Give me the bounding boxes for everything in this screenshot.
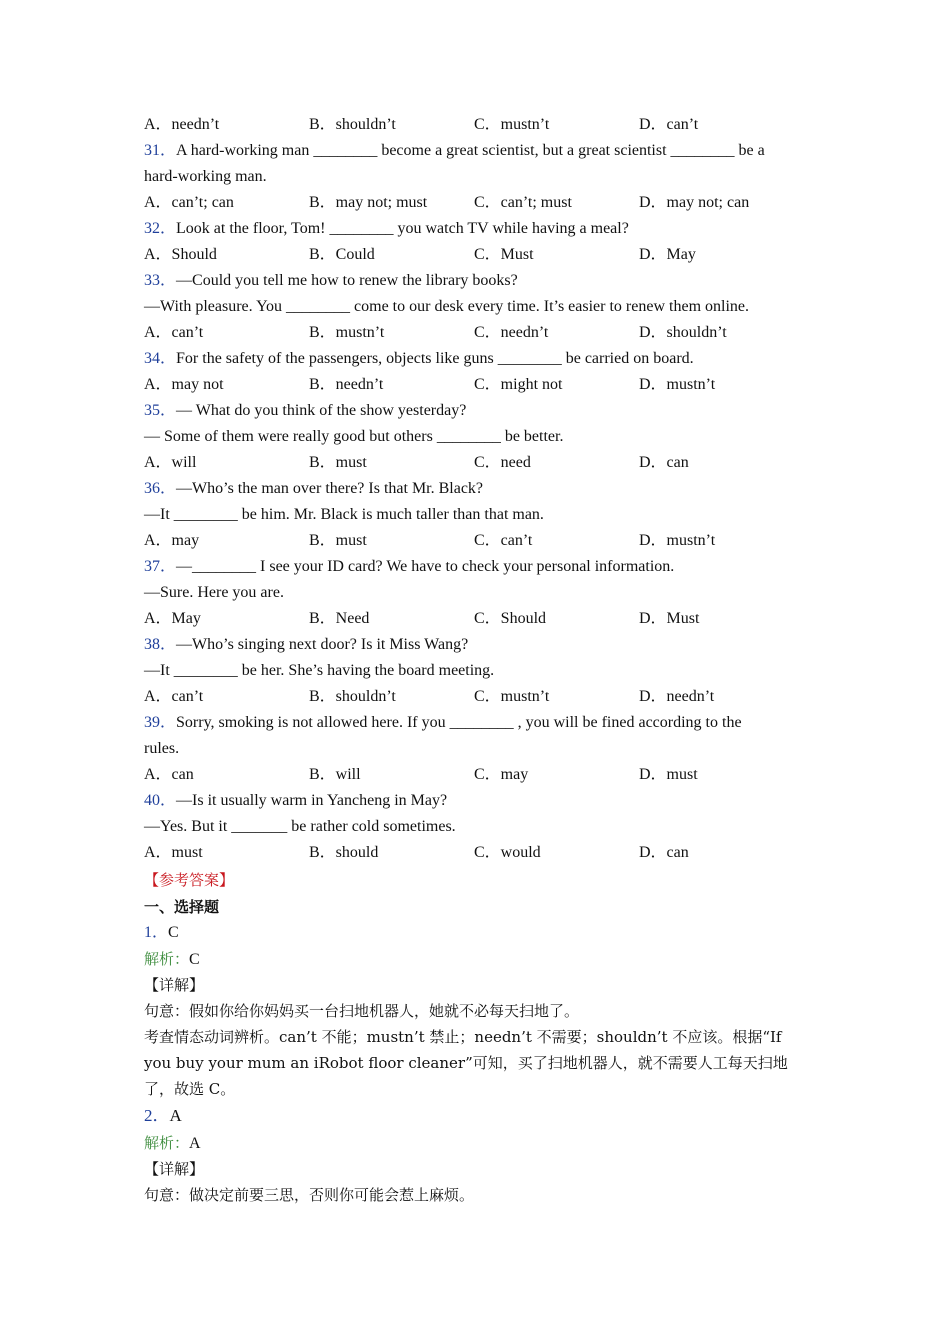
question-text: —Who’s singing next door? Is it Miss Wang? xyxy=(176,636,469,653)
option-c: C．Must xyxy=(474,246,534,263)
question-30-options xyxy=(144,112,804,138)
question-number: 33． xyxy=(144,272,177,289)
options xyxy=(144,762,804,788)
option-a: A．will xyxy=(144,454,197,471)
question-text: —________ I see your ID card? We have to check your personal information. xyxy=(176,558,675,575)
option-c: C．mustn’t xyxy=(474,688,550,705)
option-b: B．must xyxy=(309,454,367,471)
option-c: C．would xyxy=(474,844,541,861)
option-c: C．needn’t xyxy=(474,324,549,341)
option-a: A．Should xyxy=(144,246,217,263)
question-39 xyxy=(144,710,804,788)
answer-number: 1． xyxy=(144,924,169,941)
options xyxy=(144,372,804,398)
options xyxy=(144,606,804,632)
option-b: B．must xyxy=(309,532,367,549)
question-40 xyxy=(144,788,804,866)
question-text-cont: —It ________ be her. She’s having the board meeting. xyxy=(144,662,495,679)
option-d: D．May xyxy=(639,246,696,263)
option-b: B．shouldn’t xyxy=(309,116,396,133)
question-text-cont: — Some of them were really good but others ________ be better. xyxy=(144,428,564,445)
option-d: D．shouldn’t xyxy=(639,324,727,341)
option-d: D．mustn’t xyxy=(639,376,716,393)
option-c: C．Should xyxy=(474,610,547,627)
option-d: D．needn’t xyxy=(639,688,715,705)
options xyxy=(144,190,804,216)
answer-2 xyxy=(144,1102,804,1208)
question-37 xyxy=(144,554,804,632)
question-38 xyxy=(144,632,804,710)
options xyxy=(144,528,804,554)
option-b: B．may not; must xyxy=(309,194,428,211)
question-number: 32． xyxy=(144,220,177,237)
option-a: A．can’t xyxy=(144,324,204,341)
question-number: 37． xyxy=(144,558,177,575)
option-b: B．mustn’t xyxy=(309,324,385,341)
explanation-paragraph: 句意：做决定前要三思，否则你可能会惹上麻烦。 xyxy=(144,1186,475,1204)
answer-number: 2． xyxy=(144,1106,170,1125)
jiexi-label: 解析： xyxy=(144,1134,190,1152)
question-text-cont: rules. xyxy=(144,740,180,757)
option-c: C．may xyxy=(474,766,529,783)
option-a: A．needn’t xyxy=(144,116,220,133)
question-32 xyxy=(144,216,804,268)
option-a: A．must xyxy=(144,844,203,861)
option-b: B．Could xyxy=(309,246,375,263)
explanation-paragraph: 句意：假如你给你妈妈买一台扫地机器人，她就不必每天扫地了。 xyxy=(144,1002,580,1020)
question-text-cont: —It ________ be him. Mr. Black is much taller than that man. xyxy=(144,506,544,523)
option-b: B．Need xyxy=(309,610,370,627)
option-c: C．can’t xyxy=(474,532,533,549)
option-a: A．may xyxy=(144,532,200,549)
option-d: D．may not; can xyxy=(639,194,750,211)
jiexi-value: C xyxy=(189,951,200,968)
question-number: 36． xyxy=(144,480,177,497)
option-c: C．need xyxy=(474,454,531,471)
question-text-cont: —With pleasure. You ________ come to our desk every time. It’s easier to renew them online. xyxy=(144,298,749,315)
question-text: A hard-working man ________ become a great scientist, but a great scientist ________ be a xyxy=(176,142,765,159)
option-d: D．can xyxy=(639,844,689,861)
document-page xyxy=(144,112,804,1208)
option-a: A．May xyxy=(144,610,201,627)
question-number: 34． xyxy=(144,350,177,367)
question-number: 40． xyxy=(144,792,177,809)
option-d: D．can xyxy=(639,454,689,471)
option-c: C．mustn’t xyxy=(474,116,550,133)
section-title: 一、选择题 xyxy=(144,898,220,916)
options xyxy=(144,450,804,476)
answer-key-header: 【参考答案】 xyxy=(144,871,235,889)
option-d: D．mustn’t xyxy=(639,532,716,549)
jiexi-value: A xyxy=(189,1135,201,1152)
question-text: Sorry, smoking is not allowed here. If you ________ , you will be fined according to the xyxy=(176,714,742,731)
question-number: 38． xyxy=(144,636,177,653)
option-c: C．can’t; must xyxy=(474,194,572,211)
question-text: —Who’s the man over there? Is that Mr. Black? xyxy=(176,480,484,497)
question-number: 39． xyxy=(144,714,177,731)
option-b: B．should xyxy=(309,844,379,861)
question-text: Look at the floor, Tom! ________ you watch TV while having a meal? xyxy=(176,220,629,237)
options xyxy=(144,320,804,346)
detail-label: 【详解】 xyxy=(144,976,205,994)
question-text: —Could you tell me how to renew the library books? xyxy=(176,272,518,289)
question-text: For the safety of the passengers, objects like guns ________ be carried on board. xyxy=(176,350,694,367)
question-text-cont: —Yes. But it _______ be rather cold sometimes. xyxy=(144,818,456,835)
option-b: B．needn’t xyxy=(309,376,384,393)
option-a: A．can’t xyxy=(144,688,204,705)
question-text-cont: —Sure. Here you are. xyxy=(144,584,284,601)
question-36 xyxy=(144,476,804,554)
option-a: A．may not xyxy=(144,376,224,393)
question-number: 35． xyxy=(144,402,177,419)
question-text: —Is it usually warm in Yancheng in May? xyxy=(176,792,448,809)
question-33 xyxy=(144,268,804,346)
option-b: B．will xyxy=(309,766,361,783)
question-35 xyxy=(144,398,804,476)
option-d: D．can’t xyxy=(639,116,699,133)
jiexi-label: 解析： xyxy=(144,950,190,968)
options xyxy=(144,684,804,710)
explanation-paragraph: 考查情态动词辨析。can’t 不能；mustn’t 禁止；needn’t 不需要；shouldn’t 不应该。根据“If you buy your mum an iRobot floor cleaner”可知，买了扫地机器人，就不需要人工每天扫地了，故选 C。 xyxy=(144,1028,788,1098)
option-b: B．shouldn’t xyxy=(309,688,396,705)
question-number: 31． xyxy=(144,142,177,159)
option-d: D．must xyxy=(639,766,698,783)
options xyxy=(144,840,804,866)
option-d: D．Must xyxy=(639,610,700,627)
answer-1 xyxy=(144,920,804,1102)
answer-letter: A xyxy=(169,1106,182,1125)
option-c: C．might not xyxy=(474,376,563,393)
question-34 xyxy=(144,346,804,398)
options xyxy=(144,242,804,268)
question-31 xyxy=(144,138,804,216)
question-text-cont: hard-working man. xyxy=(144,168,267,185)
question-text: — What do you think of the show yesterday? xyxy=(176,402,467,419)
answer-letter: C xyxy=(168,924,179,941)
detail-label: 【详解】 xyxy=(144,1160,205,1178)
option-a: A．can xyxy=(144,766,194,783)
option-a: A．can’t; can xyxy=(144,194,234,211)
